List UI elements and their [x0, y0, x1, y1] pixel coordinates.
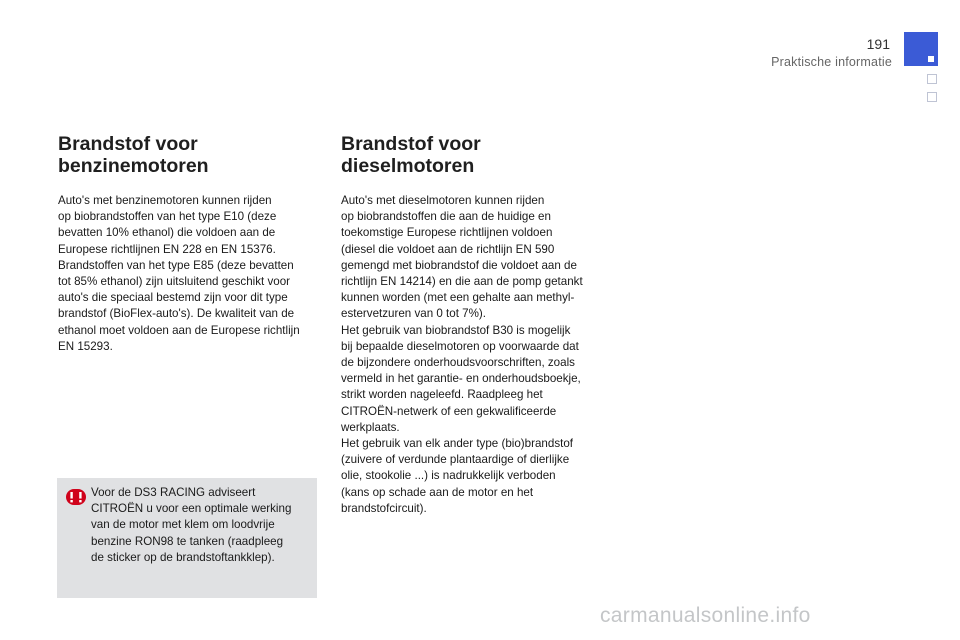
petrol-heading: Brandstof voor benzinemotoren [58, 133, 209, 177]
warning-icon [65, 488, 87, 506]
chapter-tab-3[interactable] [927, 92, 937, 102]
diesel-body: Auto's met dieselmotoren kunnen rijden op biobrandstoffen die aan de huidige en toekomstige Europese richtlijnen voldoen (diesel die voldoet aan de richtlijn EN 590 gemengd met biobrandstof die voldoet aan de richtlijn EN 14214) en die aan de pomp getankt kunnen worden (met een gehalte aan methyl- estervetzuren van 0 tot 7%). Het gebruik van biobrandstof B30 is mogelijk bij bepaalde dieselmotoren op voorwaarde dat de bijzondere onderhoudsvoorschriften, zoals vermeld in het garantie- en onderhoudsboekje, strikt worden nageleefd. Raadpleeg het CITROËN-netwerk of een gekwalificeerde werkplaats. Het gebruik van elk ander type (bio)brandstof (zuivere of verdunde plantaardige of dierlijke olie, stookolie ...) is nadrukkelijk verboden (kans op schade aan de motor en het brandstofcircuit). [341, 194, 583, 515]
warning-note-text: Voor de DS3 RACING adviseert CITROËN u voor een optimale werking van de motor met klem om loodvrije benzine RON98 te tanken (raadpleeg de sticker op de brandstoftankklep). [91, 486, 292, 564]
warning-note [57, 478, 317, 598]
petrol-section [58, 133, 323, 355]
watermark: carmanualsonline.info [600, 604, 811, 627]
tab-dot [928, 56, 934, 62]
diesel-heading: Brandstof voor dieselmotoren [341, 133, 481, 177]
chapter-tab-2[interactable] [927, 74, 937, 84]
page-number: 191 [866, 36, 890, 52]
petrol-body: Auto's met benzinemotoren kunnen rijden op biobrandstoffen van het type E10 (deze bevatten 10% ethanol) die voldoen aan de Europese richtlijnen EN 228 en EN 15376. Brandstoffen van het type E85 (deze bevatten tot 85% ethanol) zijn uitsluitend geschikt voor auto's die speciaal bestemd zijn voor dit type brandstof (BioFlex-auto's). De kwaliteit van de ethanol moet voldoen aan de Europese richtlijn EN 15293. [58, 194, 300, 353]
chapter-tab-active[interactable] [904, 32, 938, 66]
diesel-section [341, 133, 606, 517]
section-label: Praktische informatie [771, 55, 892, 69]
